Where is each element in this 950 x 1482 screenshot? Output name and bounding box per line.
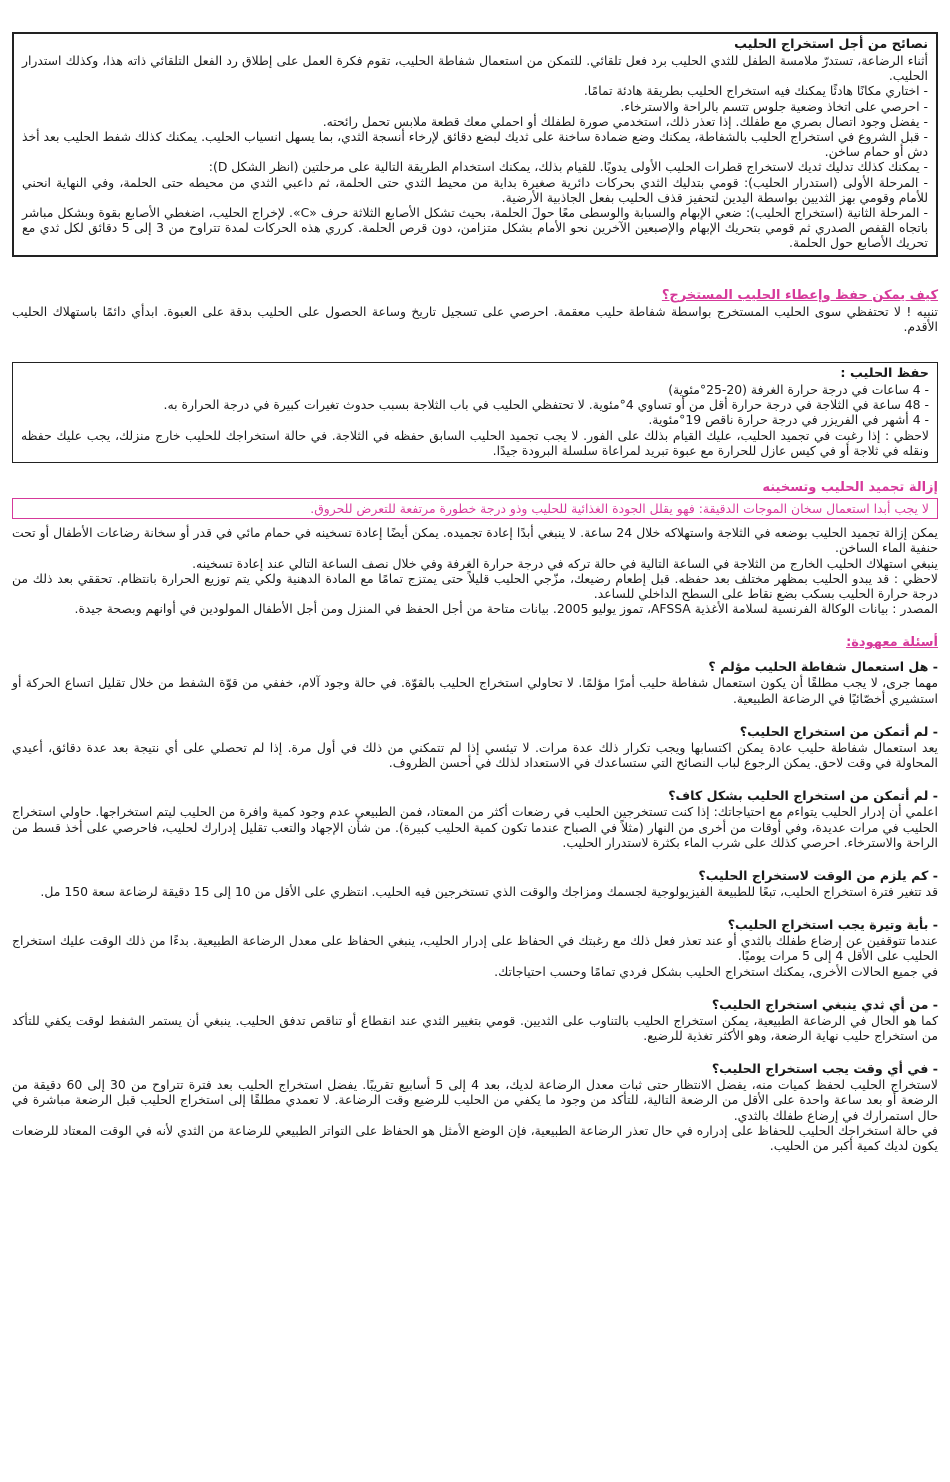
faq-answer: كما هو الحال في الرضاعة الطبيعية، يمكن استخراج الحليب بالتناوب على الثديين. قومي بتغيير الثدي عند انقطاع أو تناقص تدفق الحليب. ينبغي أن يستمر الشفط لوقت يكفي للتأكد من استخراج حليب نهاية الرضعة، وهو الأكثر تغذية للرضيع.: [12, 1012, 938, 1043]
tips-line: أثناء الرضاعة، تستدرّ ملامسة الطفل للثدي الحليب برد فعل تلقائي. للتمكن من استعمال شفاطة الحليب، تقوم فكرة العمل على إطلاق رد الفعل التلقائي ذاته هذا، وكذلك استدرار الحليب.: [22, 53, 928, 84]
tips-line: - المرحلة الثانية (استخراج الحليب): ضعي الإبهام والسبابة والوسطى معًا حولَ الحلمة، بحيث تشكل الأصابع الثلاثة حرف «C». لإخراج الحليب، اضغطي الأصابع بقوة وبشكل مباشر باتجاه القفص الصدري ثم قومي بتحريك الإبهام والإصبعين الآخرين نحو الأمام بشكل متزامن، دون قرص الحلمة. كرري هذه الحركات لمدة تتراوح من 3 إلى 5 دقائق لكل ثدي مع تحريك الأصابع حول الحلمة.: [22, 205, 928, 251]
thawing-line: المصدر : بيانات الوكالة الفرنسية لسلامة الأغذية AFSSA، تموز يوليو 2005. بيانات متاحة من أجل الحفظ في المنزل ومن أجل الأطفال المولودين في أوانهم وبصحة جيدة.: [74, 601, 938, 617]
thawing-line: ينبغي استهلاك الحليب الخارج من الثلاجة في الساعة التالية في حالة تركه في درجة حرارة الغرفة وفي خلال نصف الساعة التالي عند إعادة تسخينه.: [192, 555, 938, 571]
tips-line: - احرصي على اتخاذ وضعية جلوس تتسم بالراحة والاسترخاء.: [620, 98, 928, 114]
faq-section: [12, 634, 938, 1153]
storage-box: [12, 362, 938, 463]
storage-line: - 4 أشهر في الفريزر في درجة حرارة ناقص 19°مئوية.: [648, 412, 929, 428]
storage-warning-text: تنبيه ! لا تحتفظي سوى الحليب المستخرج بواسطة شفاطة حليب معقمة. احرصي على تسجيل تاريخ وساعة الحصول على الحليب بدقة على العبوة. ابدأي دائمًا باستهلاك الحليب الأقدم.: [12, 303, 938, 334]
document-page: [12, 32, 938, 1153]
faq-question: - بأية وتيرة يجب استخراج الحليب؟: [727, 917, 938, 933]
faq-answer: يعد استعمال شفاطة حليب عادة يمكن اكتسابها ويجب تكرار ذلك عدة مرات. لا تيئسي إذا لم تتمكني من ذلك في أول مرة. إذا لم تحصلي على أي نتيجة بعد عدة دقائق، أعيدي المحاولة في وقت لاحق. يمكن الرجوع لباب النصائح التي ستساعدك في الاستعداد لذلك في أحسن الظروف.: [12, 739, 938, 771]
faq-answer: اعلمي أن إدرار الحليب يتواءم مع احتياجاتك: إذا كنت تستخرجين الحليب في رضعات أكثر من المعتاد، فمن الطبيعي عدم وجود كمية وافرة من الحليب ليتم استخراجها. حاولي استخراج الحليب في مرات عديدة، وفي أوقات من أخرى من النهار (مثلاً في الصباح عندما تكون كمية الحليب كبيرة). من شأن الإجهاد والتعب تقليل إدرارك لحليب، فاحرصي على أخذ قسط من الراحة والاسترخاء. احرصي كذلك على شرب الماء بكثرة لاستدرار الحليب.: [12, 804, 938, 850]
faq-item: [12, 917, 938, 979]
faq-item: [12, 788, 938, 850]
microwave-warning: لا يجب أبدا استعمال سخان الموجات الدقيقة: فهو يقلل الجودة الغذائية للحليب وذو درجة خطورة مرتفعة للتعرض للحروق.: [310, 501, 929, 517]
faq-item: [12, 1061, 938, 1153]
faq-question: - لم أتمكن من استخراج الحليب بشكل كاف؟: [668, 788, 938, 804]
faq-question: - في أي وقت يجب استخراج الحليب؟: [711, 1061, 938, 1077]
faq-item: [12, 997, 938, 1043]
faq-answer: عندما تتوقفين عن إرضاع طفلك بالثدي أو عند تعذر فعل ذلك مع رغبتك في الحفاظ على إدرار الحليب، ينبغي الحفاظ على معدل الرضاعة الطبيعية. بدءًا من ذلك الوقت عليك استخراج الحليب على الأقل 4 إلى 5 مرات يوميًا. في جميع الحالات الأخرى، يمكنك استخراج الحليب بشكل فردي تمامًا وحسب احتياجاتك.: [12, 933, 938, 979]
storage-section-title: كيف يمكن حفظ وإعطاء الحليب المستخرج؟: [661, 287, 938, 303]
microwave-warning-box: [12, 498, 938, 519]
tips-line: - المرحلة الأولى (استدرار الحليب): قومي بتدليك الثدي بحركات دائرية صغيرة بداية من محيط الثدي حتى الحلمة، ثم داعبي الثدي من محيطه حتى الحلمة، وفي النهاية انحني للأمام وقومي بهز الثديين بواسطة اليدين لتحفيز قذف الحليب بفعل الجاذبية الأرضية.: [22, 174, 928, 205]
faq-question: - من أي ثدي ينبغي استخراج الحليب؟: [711, 996, 938, 1012]
thawing-section-title: إزالة تجميد الحليب وتسخينه: [762, 480, 938, 496]
storage-line: لاحظي : إذا رغبت في تجميد الحليب، عليك القيام بذلك على الفور. لا يجب تجميد الحليب السابق حفظه في الثلاجة. في حالة استخراجك للحليب خارج منزلك، يجب عليك حفظه ونقله في ثلاجة أو في كيس عازل للحرارة مع عبوة تبريد لمراعاة سلسلة البرودة جيدًا.: [21, 427, 929, 458]
thawing-section: [12, 479, 938, 616]
faq-item: [12, 724, 938, 770]
faq-title: أسئلة معهودة:: [846, 635, 938, 651]
faq-question: - كم يلزم من الوقت لاستخراج الحليب؟: [698, 867, 938, 883]
tips-line: - يمكنك كذلك تدليك ثديك لاستخراج قطرات الحليب الأولى يدويًا. للقيام بذلك، يمكنك استخدام الطريقة التالية على مرحلتين (انظر الشكل D):: [208, 159, 928, 175]
storage-line: - 4 ساعات في درجة حرارة الغرفة (20-25°مئوية): [668, 382, 929, 398]
faq-question: - هل استعمال شفاطة الحليب مؤلم ؟: [708, 659, 938, 675]
tips-line: - يفضل وجود اتصال بصري مع طفلك. إذا تعذر ذلك، استخدمي صورة لطفلك أو احملي معك قطعة ملابس تحمل رائحته.: [322, 113, 928, 129]
faq-answer: قد تتغير فترة استخراج الحليب، تبعًا للطبيعة الفيزيولوجية لجسمك ومزاجك والوقت الذي تستخرجين فيه الحليب. انتظري على الأقل من 10 إلى 15 دقيقة لرضاعة سعة 150 مل.: [40, 883, 938, 899]
tips-line: - قبل الشروع في استخراج الحليب بالشفاطة، يمكنك وضع ضمادة ساخنة على ثديك لبضع دقائق لإرخاء أنسجة الثدي، بما يسهل انسياب الحليب. يمكنك كذلك شفط الحليب بعد أخذ دش أو حمام ساخن.: [22, 129, 928, 160]
faq-question: - لم أتمكن من استخراج الحليب؟: [739, 723, 938, 739]
faq-item: [12, 868, 938, 899]
storage-line: - 48 ساعة في الثلاجة في درجة حرارة أقل من أو تساوي 4°مئوية. لا تحتفظي الحليب في باب الثلاجة بسبب حدوث تغيرات كبيرة في درجة الحرارة به.: [163, 397, 929, 413]
tips-box: [12, 32, 938, 257]
faq-item: [12, 659, 938, 705]
faq-answer: لاستخراج الحليب لحفظ كميات منه، يفضل الانتظار حتى ثبات معدل الرضاعة لديك، بعد 4 إلى 5 أسابيع تقريبًا. يفضل استخراج الحليب بعد فترة تتراوح من 30 إلى 60 دقيقة من الرضعة أو بعد ساعة واحدة على الأقل من الرضعة التالية، للتأكد من وجود ما يكفي من الحليب للرضيع وقت الرضاعة. لا تعمدي مطلقًا إلى استخراج الحليب قبل الرضعة مباشرة في حال استمرارك في إرضاع طفلك بالثدي. في حالة استخراجك الحليب للحفاظ على إدراره في حال تعذر الرضاعة الطبيعية، فإن الوضع الأمثل هو الحفاظ على التواتر الطبيعي للرضاعة من الثدي لأنه في الوقت المعتاد للرضعات يكون لديك كمية أكبر من الحليب.: [12, 1077, 938, 1153]
tips-title: نصائح من أجل استخراج الحليب: [734, 37, 928, 52]
thawing-line: لاحظي : قد يبدو الحليب بمظهر مختلف بعد حفظه. قبل إطعام رضيعك، مزّجي الحليب قليلاً حتى يمتزج تمامًا مع المادة الدهنية ولكي يتم توزيع الحرارة بانتظام. تحققي بعد ذلك من درجة حرارة الحليب بسكب بضع نقاط على السطح الداخلي للساعد.: [12, 570, 938, 602]
storage-section: [12, 287, 938, 334]
faq-answer: مهما جرى، لا يجب مطلقًا أن يكون استعمال شفاطة حليب أمرًا مؤلمًا. لا تحاولي استخراج الحليب بالقوّة. في حالة وجود آلام، خففي من قوّة الشفط من خلال تقليل اتساع الحركة أو استشيري أخصّائيًا في الرضاعة الطبيعية.: [12, 675, 938, 706]
thawing-line: يمكن إزالة تجميد الحليب بوضعه في الثلاجة واستهلاكه خلال 24 ساعة. لا ينبغي أبدًا إعادة تجميده. يمكن أيضًا إعادة تسخينه في حمام مائي في قدر أو سخانة رضاعات الأطفال أو تحت حنفية الماء الساخن.: [12, 525, 938, 556]
tips-line: - اختاري مكانًا هادئًا يمكنك فيه استخراج الحليب بطريقة هادئة تمامًا.: [583, 83, 928, 99]
storage-box-title: حفظ الحليب :: [840, 366, 929, 382]
